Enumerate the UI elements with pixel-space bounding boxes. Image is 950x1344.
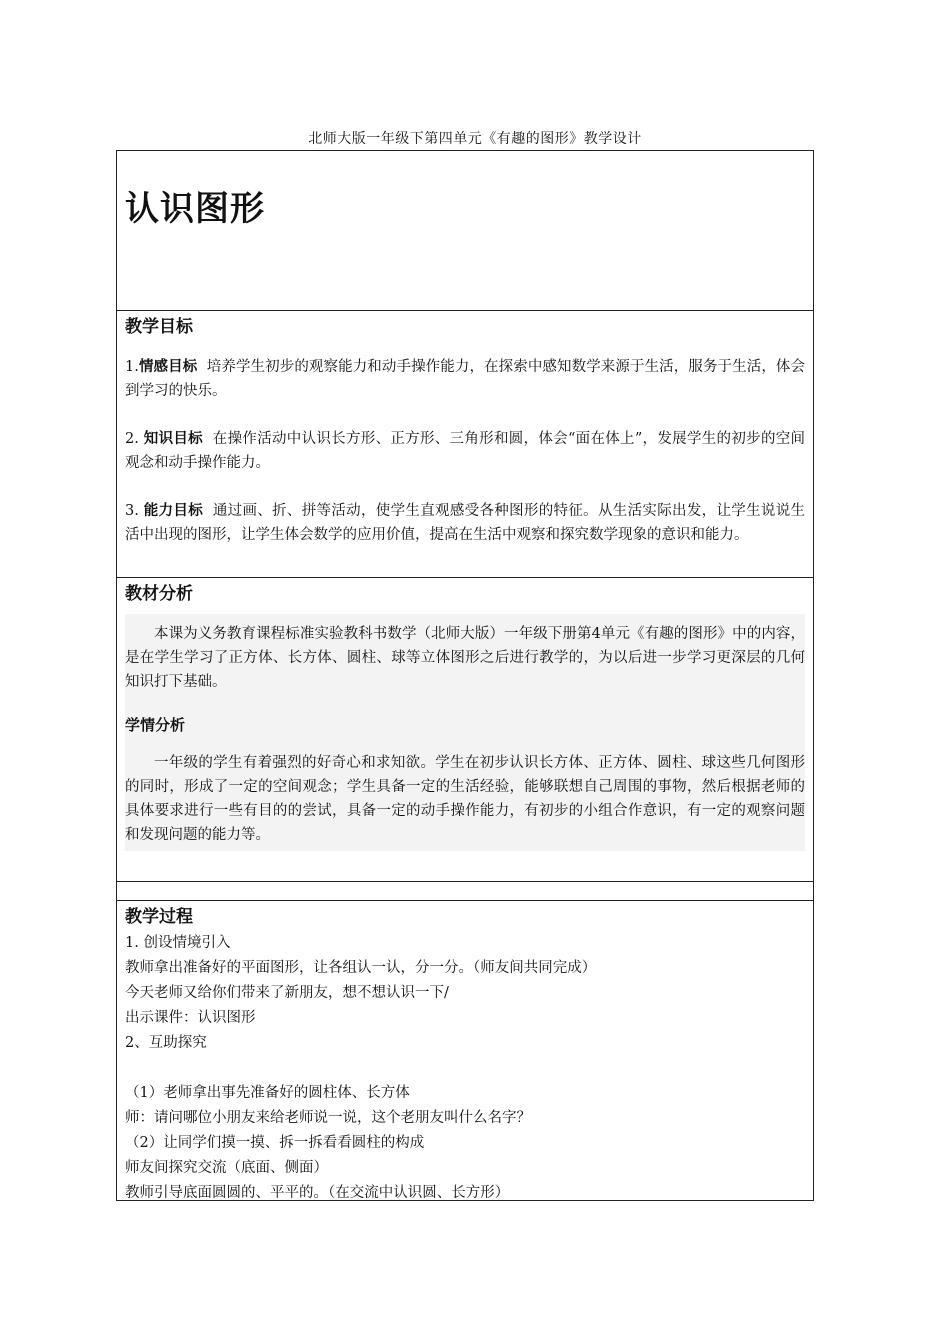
process-line: 2、互助探究 <box>125 1035 207 1051</box>
process-line: 教师拿出准备好的平面图形，让各组认一认，分一分。（师友间共同完成） <box>125 960 597 976</box>
goal-num: 1. <box>125 359 139 375</box>
material-shaded-box <box>125 614 805 851</box>
goal-text: 在操作活动中认识长方形、正方形、三角形和圆，体会“面在体上”，发展学生的初步的空间观念和动手操作能力。 <box>125 431 806 471</box>
student-analysis-text: 一年级的学生有着强烈的好奇心和求知欲。学生在初步认识长方体、正方体、圆柱、球这些几何图形的同时，形成了一定的空间观念；学生具备一定的生活经验，能够联想自己周围的事物，然后根据老师的具体要求进行一些有目的的尝试，具备一定的动手操作能力，有初步的小组合作意识，有一定的观察问题和发现问题的能力等。 <box>125 755 805 843</box>
title-row <box>117 151 813 311</box>
process-line: 今天老师又给你们带来了新朋友，想不想认识一下/ <box>125 985 449 1001</box>
process-line: 师：请问哪位小朋友来给老师说一说，这个老朋友叫什么名字？ <box>125 1110 531 1126</box>
material-text: 本课为义务教育课程标准实验教科书数学（北师大版）一年级下册第4单元《有趣的图形》中的内容，是在学生学习了正方体、长方体、圆柱、球等立体图形之后进行教学的，为以后进一步学习更深层的几何知识打下基础。 <box>125 626 805 690</box>
goal-item <box>125 499 805 547</box>
lesson-plan-table <box>116 150 814 1201</box>
process-line: （1）老师拿出事先准备好的圆柱体、长方体 <box>125 1085 410 1101</box>
goal-text: 通过画、折、拼等活动，使学生直观感受各种图形的特征。从生活实际出发，让学生说说生活中出现的图形，让学生体会数学的应用价值，提高在生活中观察和探究数学现象的意识和能力。 <box>125 503 806 543</box>
document-header: 北师大版一年级下第四单元《有趣的图形》教学设计 <box>308 131 642 147</box>
goals-row <box>117 311 813 578</box>
material-row <box>117 578 813 882</box>
process-line: 1. 创设情境引入 <box>125 935 231 951</box>
goal-label: 能力目标 <box>143 503 204 519</box>
process-line: 师友间探究交流（底面、侧面） <box>125 1160 328 1176</box>
goal-label: 知识目标 <box>143 431 203 447</box>
goal-label: 情感目标 <box>138 359 198 375</box>
goal-num: 3. <box>125 503 139 519</box>
goal-item <box>125 427 805 475</box>
process-row <box>117 901 813 1200</box>
process-line: 教师引导底面圆圆的、平平的。（在交流中认识圆、长方形） <box>125 1185 510 1201</box>
lesson-title: 认识图形 <box>125 189 265 229</box>
process-heading: 教学过程 <box>125 907 193 927</box>
process-line: （2）让同学们摸一摸、拆一拆看看圆柱的构成 <box>125 1135 425 1151</box>
process-blank-line <box>125 1056 805 1081</box>
process-line: 出示课件：认识图形 <box>125 1010 256 1026</box>
goal-num: 2. <box>125 431 139 447</box>
goal-item <box>125 355 805 403</box>
empty-row <box>117 882 813 901</box>
goals-heading: 教学目标 <box>125 317 193 337</box>
student-analysis-heading: 学情分析 <box>125 716 186 734</box>
goal-text: 培养学生初步的观察能力和动手操作能力，在探索中感知数学来源于生活，服务于生活，体会到学习的快乐。 <box>125 359 806 399</box>
material-heading: 教材分析 <box>125 584 193 604</box>
